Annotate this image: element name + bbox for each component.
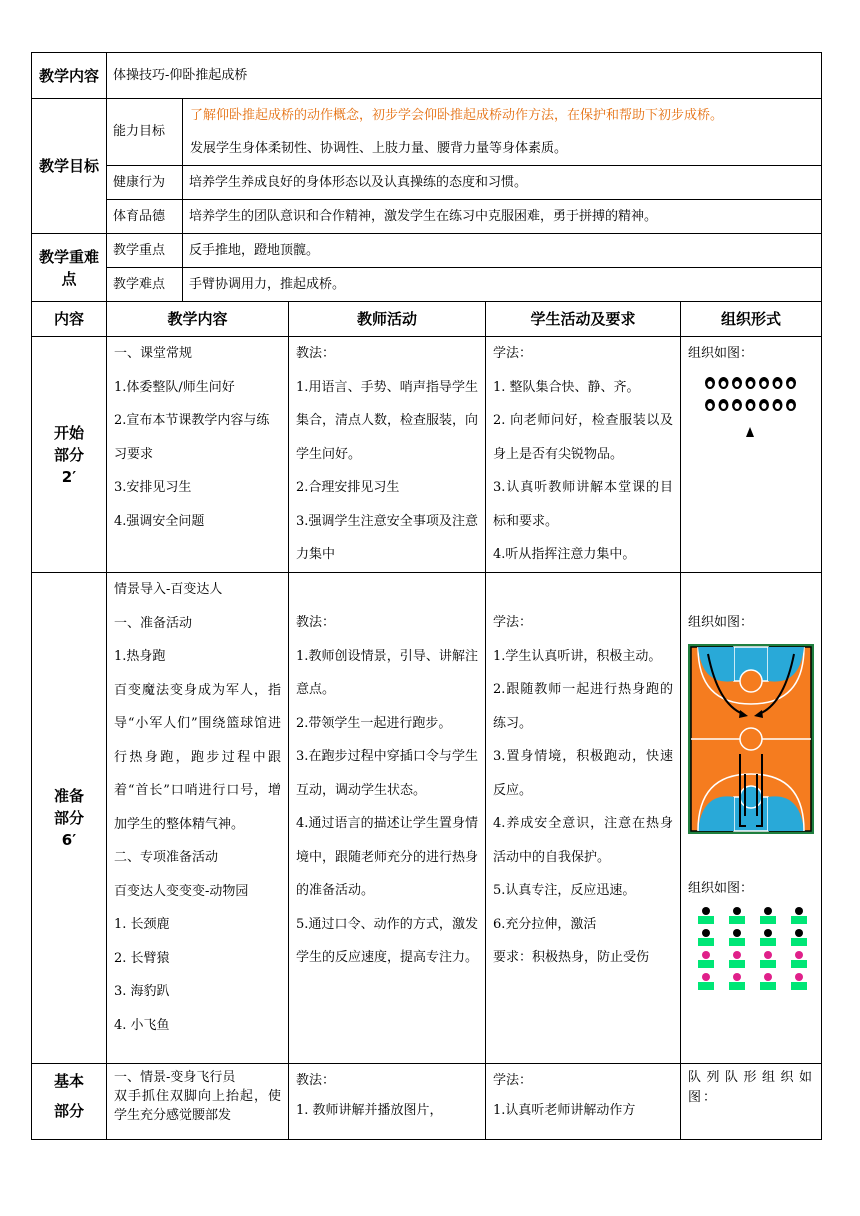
- student-head-icon: [795, 907, 803, 915]
- student-face: [708, 381, 713, 387]
- goal-ability-text: 了解仰卧推起成桥的动作概念，初步学会仰卧推起成桥动作方法，在保护和帮助下初步成桥。 发展学生身体柔韧性、协调性、上肢力量、腰背力量等身体素质。: [183, 99, 822, 166]
- key-point-label: 教学重点: [107, 234, 183, 268]
- col-header-student: 学生活动及要求: [486, 302, 681, 337]
- student-mat-icon: [698, 938, 714, 946]
- student-mat-icon: [729, 960, 745, 968]
- student-face: [721, 381, 726, 387]
- basketball-court-diagram: [688, 644, 814, 834]
- student-head-icon: [733, 951, 741, 959]
- formation-diagram: [688, 371, 813, 451]
- section-start-content: 一、课堂常规 1.体委整队/师生问好 2.宣布本节课教学内容与练习要求 3.安排见习生 4.强调安全问题: [107, 337, 289, 573]
- student-head-icon: [702, 973, 710, 981]
- student-face: [762, 403, 767, 409]
- difficult-point-label: 教学难点: [107, 268, 183, 302]
- student-mat-icon: [760, 960, 776, 968]
- student-head-icon: [795, 951, 803, 959]
- goal-ability-label: 能力目标: [107, 99, 183, 166]
- col-header-teacher: 教师活动: [289, 302, 486, 337]
- student-head-icon: [764, 973, 772, 981]
- student-mat-icon: [698, 982, 714, 990]
- student-face: [735, 403, 740, 409]
- student-mat-icon: [729, 916, 745, 924]
- student-face: [775, 381, 780, 387]
- student-mat-icon: [729, 982, 745, 990]
- student-head-icon: [702, 929, 710, 937]
- section-start-student: 学法： 1. 整队集合快、静、齐。 2. 向老师问好，检查服装以及身上是否有尖锐物品。 3.认真听教师讲解本堂课的目标和要求。 4.听从指挥注意力集中。: [486, 337, 681, 573]
- student-mat-icon: [791, 916, 807, 924]
- student-row-2: [705, 399, 796, 411]
- student-face: [708, 403, 713, 409]
- student-head-icon: [764, 951, 772, 959]
- student-head-icon: [764, 929, 772, 937]
- section-start-org: 组织如图：: [681, 337, 822, 573]
- content-value: 体操技巧-仰卧推起成桥: [107, 53, 822, 99]
- student-face: [789, 381, 794, 387]
- animal-formation-diagram: [688, 905, 814, 995]
- student-mat-icon: [729, 938, 745, 946]
- student-head-icon: [764, 907, 772, 915]
- student-mat-icon: [698, 916, 714, 924]
- student-face: [748, 381, 753, 387]
- student-face: [721, 403, 726, 409]
- difficult-point-text: 手臂协调用力，推起成桥。: [183, 268, 822, 302]
- student-mat-icon: [760, 982, 776, 990]
- student-head-icon: [702, 907, 710, 915]
- student-row-1: [705, 377, 796, 389]
- goal-health-label: 健康行为: [107, 166, 183, 200]
- student-mat-icon: [791, 982, 807, 990]
- col-header-section: 内容: [32, 302, 107, 337]
- key-point-text: 反手推地，蹬地顶髋。: [183, 234, 822, 268]
- section-prep-name: 准备 部分 6′: [32, 573, 107, 1064]
- section-start-name: 开始 部分 2′: [32, 337, 107, 573]
- section-prep-teacher: 教法： 1.教师创设情景，引导、讲解注意点。 2.带领学生一起进行跑步。 3.在跑步过程中穿插口令与学生互动，调动学生状态。 4.通过语言的描述让学生置身情境中，跟随老师充分的进行热身的准备活动。 5.通过口令、动作的方式，激发学生的反应速度，提高专注力。: [289, 573, 486, 1064]
- student-mat-icon: [760, 938, 776, 946]
- student-mat-icon: [791, 938, 807, 946]
- student-face: [775, 403, 780, 409]
- section-prep-org: 组织如图： 组织如图：: [681, 573, 822, 1064]
- section-basic-content: 一、情景-变身飞行员 双手抓住双脚向上抬起，使学生充分感觉腰部发: [107, 1064, 289, 1140]
- student-head-icon: [733, 929, 741, 937]
- goal-label: 教学目标: [32, 99, 107, 234]
- lesson-plan-table: [31, 52, 822, 1140]
- col-header-org: 组织形式: [681, 302, 822, 337]
- student-head-icon: [795, 929, 803, 937]
- student-head-icon: [733, 973, 741, 981]
- section-prep-content: 情景导入-百变达人 一、准备活动 1.热身跑 百变魔法变身成为军人，指导“小军人们”围绕篮球馆进行热身跑，跑步过程中跟着“首长”口哨进行口号，增加学生的整体精气神。 二、专项准备活动 百变达人变变变-动物园 1. 长颈鹿 2. 长臂猿 3. 海豹趴 4. 小飞鱼: [107, 573, 289, 1064]
- student-mat-icon: [791, 960, 807, 968]
- section-prep-student: 学法： 1.学生认真听讲，积极主动。 2.跟随教师一起进行热身跑的练习。 3.置身情境，积极跑动，快速反应。 4.养成安全意识，注意在热身活动中的自我保护。 5.认真专注，反应迅速。 6.充分拉伸，激活 要求：积极热身，防止受伤: [486, 573, 681, 1064]
- student-mat-icon: [760, 916, 776, 924]
- student-face: [762, 381, 767, 387]
- student-head-icon: [795, 973, 803, 981]
- content-label: 教学内容: [32, 53, 107, 99]
- goal-moral-label: 体育品德: [107, 200, 183, 234]
- student-face: [735, 381, 740, 387]
- goal-moral-text: 培养学生的团队意识和合作精神，激发学生在练习中克服困难，勇于拼搏的精神。: [183, 200, 822, 234]
- student-head-icon: [733, 907, 741, 915]
- teacher-triangle-icon: [746, 427, 754, 437]
- section-basic-name: 基本 部分: [32, 1064, 107, 1140]
- section-basic-teacher: 教法： 1. 教师讲解并播放图片，: [289, 1064, 486, 1140]
- section-basic-org: 队列队形组织如图：: [681, 1064, 822, 1140]
- student-face: [748, 403, 753, 409]
- student-face: [789, 403, 794, 409]
- col-header-content: 教学内容: [107, 302, 289, 337]
- key-label: 教学重难点: [32, 234, 107, 302]
- goal-health-text: 培养学生养成良好的身体形态以及认真操练的态度和习惯。: [183, 166, 822, 200]
- student-head-icon: [702, 951, 710, 959]
- student-mat-icon: [698, 960, 714, 968]
- section-basic-student: 学法： 1.认真听老师讲解动作方: [486, 1064, 681, 1140]
- section-start-teacher: 教法： 1.用语言、手势、哨声指导学生集合，清点人数，检查服装，向学生问好。 2.合理安排见习生 3.强调学生注意安全事项及注意力集中: [289, 337, 486, 573]
